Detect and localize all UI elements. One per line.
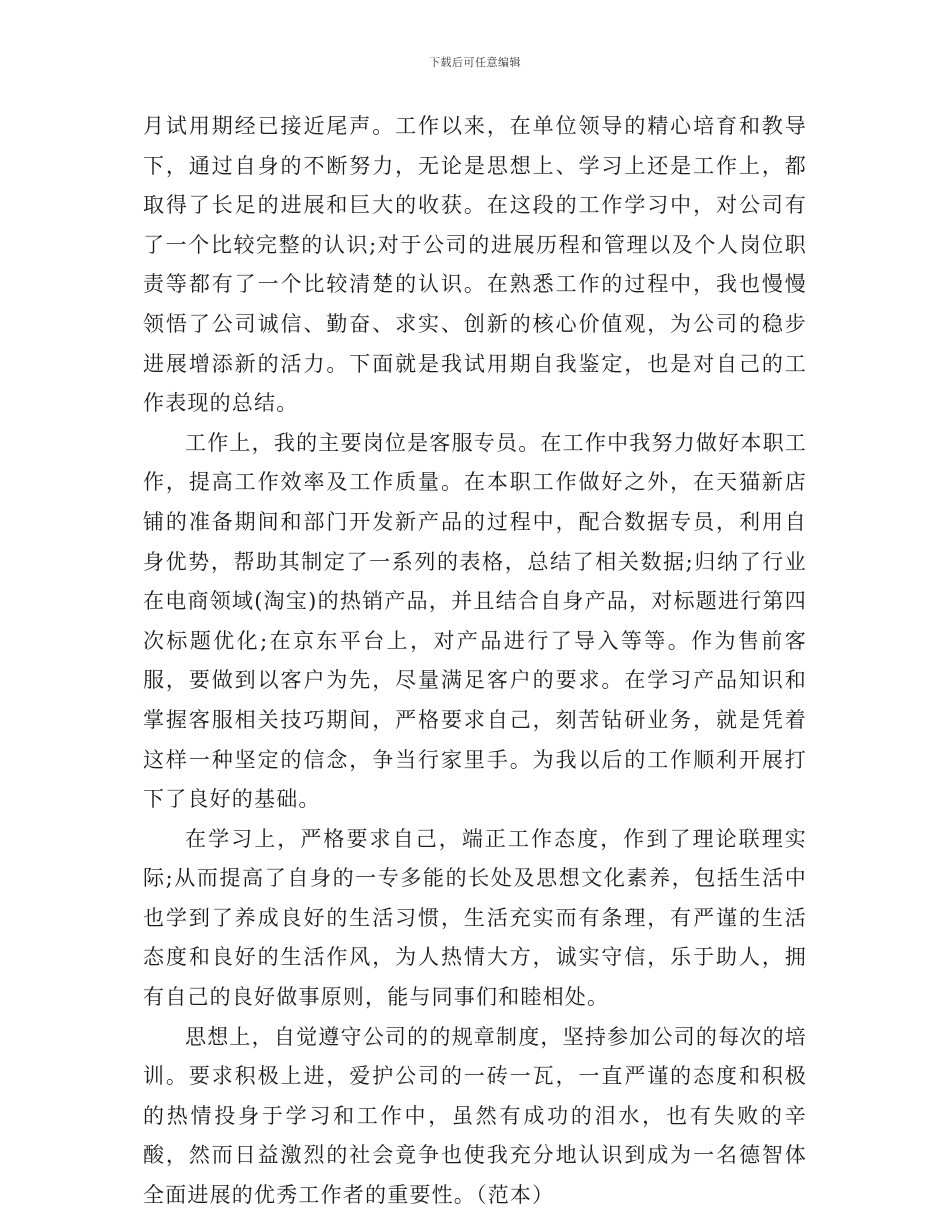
document-body [143, 107, 807, 1216]
paragraph-study: 在学习上，严格要求自己，端正工作态度，作到了理论联理实际;从而提高了自身的一专多能的长处及思想文化素养，包括生活中也学到了养成良好的生活习惯，生活充实而有条理，有严谨的生活态度和良好的生活作风，为人热情大方，诚实守信，乐于助人，拥有自己的良好做事原则，能与同事们和睦相处。 [143, 826, 807, 1010]
paragraph-intro: 月试用期经已接近尾声。工作以来，在单位领导的精心培育和教导下，通过自身的不断努力，无论是思想上、学习上还是工作上，都取得了长足的进展和巨大的收获。在这段的工作学习中，对公司有了一个比较完整的认识;对于公司的进展历程和管理以及个人岗位职责等都有了一个比较清楚的认识。在熟悉工作的过程中，我也慢慢领悟了公司诚信、勤奋、求实、创新的核心价值观，为公司的稳步进展增添新的活力。下面就是我试用期自我鉴定，也是对自己的工作表现的总结。 [143, 114, 807, 416]
paragraph-work: 工作上，我的主要岗位是客服专员。在工作中我努力做好本职工作，提高工作效率及工作质量。在本职工作做好之外，在天猫新店铺的准备期间和部门开发新产品的过程中，配合数据专员，利用自身优势，帮助其制定了一系列的表格，总结了相关数据;归纳了行业在电商领域(淘宝)的热销产品，并且结合自身产品，对标题进行第四次标题优化;在京东平台上，对产品进行了导入等等。作为售前客服，要做到以客户为先，尽量满足客户的要求。在学习产品知识和掌握客服相关技巧期间，严格要求自己，刻苦钻研业务，就是凭着这样一种坚定的信念，争当行家里手。为我以后的工作顺利开展打下了良好的基础。 [143, 430, 807, 812]
header-note: 下载后可任意编辑 [429, 56, 521, 69]
paragraph-thought: 思想上，自觉遵守公司的的规章制度，坚持参加公司的每次的培训。要求积极上进，爱护公司的一砖一瓦，一直严谨的态度和积极的热情投身于学习和工作中，虽然有成功的泪水，也有失败的辛酸，然而日益激烈的社会竟争也使我充分地认识到成为一名德智体全面进展的优秀工作者的重要性。（范本） [143, 1024, 807, 1208]
